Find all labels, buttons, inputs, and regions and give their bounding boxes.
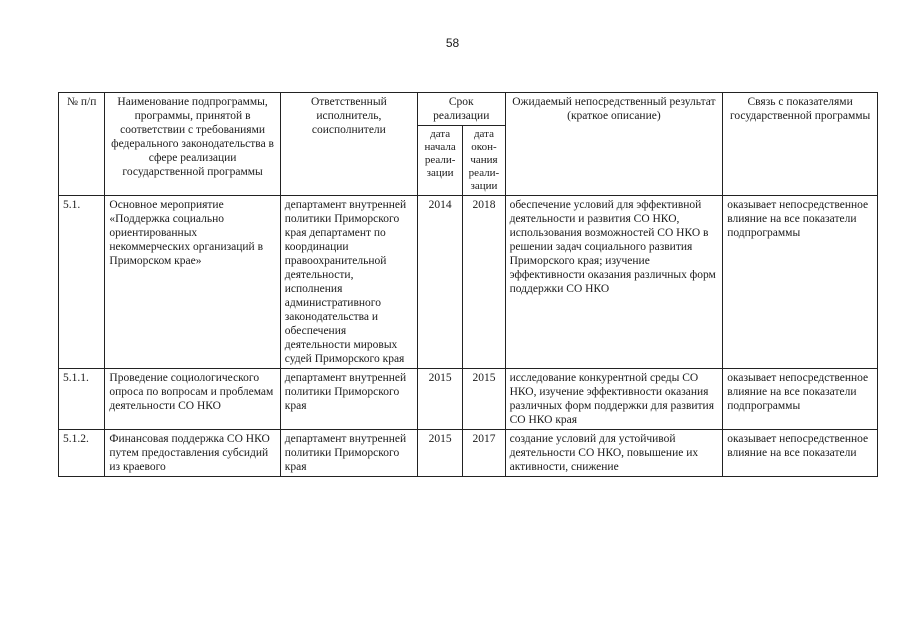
row-result: исследование конкурентной среды СО НКО, изучение эффективности оказания различных форм поддержки для развития СО НКО края — [505, 369, 723, 430]
row-start: 2015 — [417, 430, 462, 477]
row-start: 2015 — [417, 369, 462, 430]
row-num: 5.1. — [59, 196, 105, 369]
header-term: Срок реализации — [417, 93, 505, 126]
row-end: 2017 — [463, 430, 505, 477]
row-result: создание условий для устойчивой деятельности СО НКО, повышение их активности, снижение — [505, 430, 723, 477]
row-link: оказывает непосредственное влияние на все показатели — [723, 430, 878, 477]
row-executor: департамент внутренней политики Приморского края — [280, 430, 417, 477]
row-executor: департамент внутренней политики Приморского края — [280, 369, 417, 430]
table-row — [59, 196, 878, 369]
page-number: 58 — [445, 36, 460, 50]
row-link: оказывает непосредственное влияние на все показатели подпрограммы — [723, 369, 878, 430]
activities-table — [58, 92, 878, 477]
row-link: оказывает непосредственное влияние на все показатели подпрограммы — [723, 196, 878, 369]
header-result: Ожидаемый непосредственный результат (краткое описание) — [505, 93, 723, 196]
row-end: 2015 — [463, 369, 505, 430]
row-num: 5.1.2. — [59, 430, 105, 477]
table-row — [59, 430, 878, 477]
row-result: обеспечение условий для эффективной деятельности и развития СО НКО, использования возможностей СО НКО в решении задач социального развития Приморского края; изучение эффективности оказания различных форм поддержки СО НКО — [505, 196, 723, 369]
row-name: Основное мероприятие «Поддержка социально ориентированных некоммерческих организаций в Приморском крае» — [105, 196, 280, 369]
header-link: Связь с показателями государственной программы — [723, 93, 878, 196]
row-name: Проведение социологического опроса по вопросам и проблемам деятельности СО НКО — [105, 369, 280, 430]
header-term-start: дата начала реали-зации — [417, 126, 462, 196]
table-header-row — [59, 93, 878, 126]
table-row — [59, 369, 878, 430]
header-name: Наименование подпрограммы, программы, принятой в соответствии с требованиями федерального законодательства в сфере реализации государственной программы — [105, 93, 280, 196]
row-name: Финансовая поддержка СО НКО путем предоставления субсидий из краевого — [105, 430, 280, 477]
row-executor: департамент внутренней политики Приморского края департамент по координации правоохранительной деятельности, исполнения административного законодательства и обеспечения деятельности мировых судей Приморского края — [280, 196, 417, 369]
row-start: 2014 — [417, 196, 462, 369]
header-executor: Ответственный исполнитель, соисполнители — [280, 93, 417, 196]
row-num: 5.1.1. — [59, 369, 105, 430]
header-num: № п/п — [59, 93, 105, 196]
header-term-end: дата окон-чания реали-зации — [463, 126, 505, 196]
row-end: 2018 — [463, 196, 505, 369]
